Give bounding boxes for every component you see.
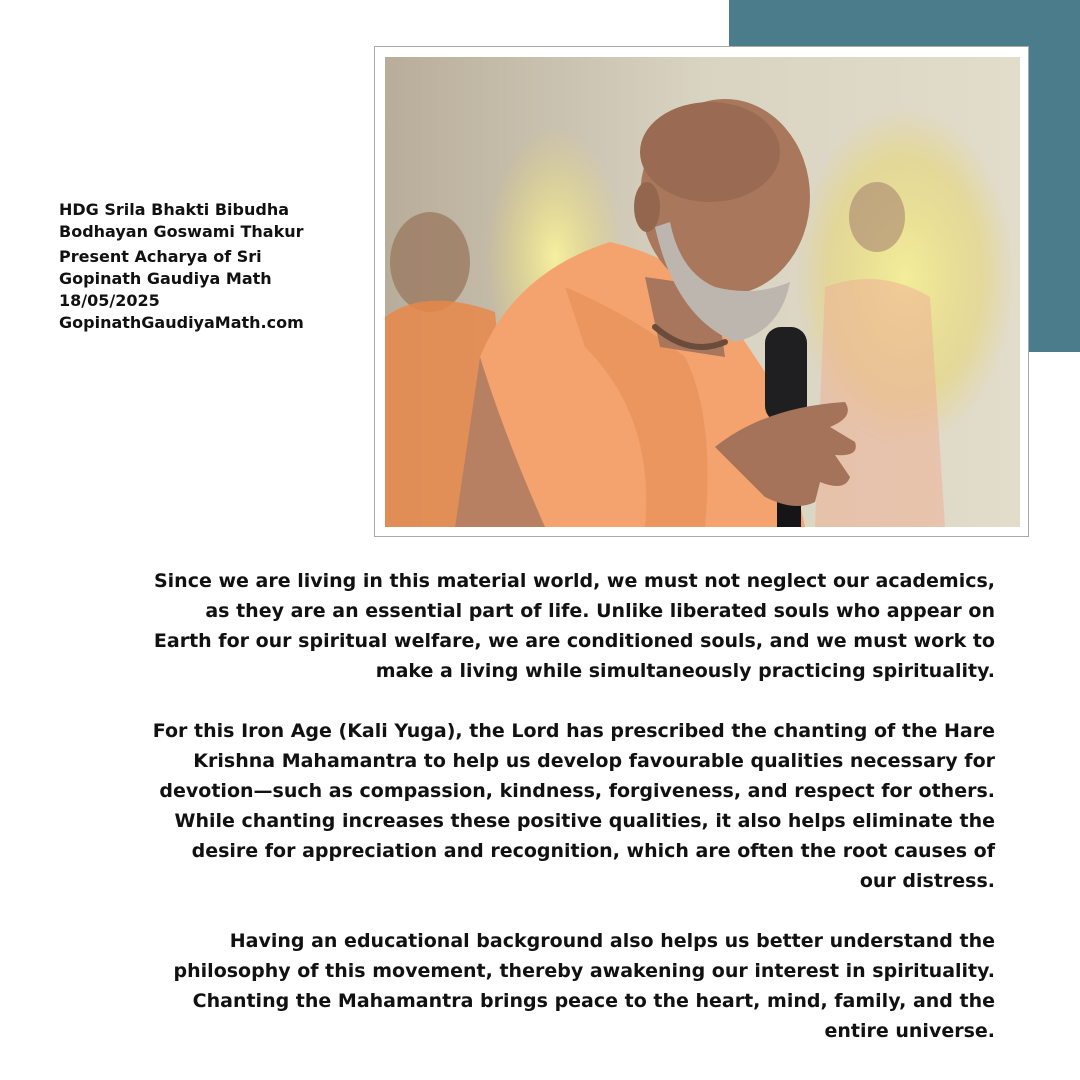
quote-text xyxy=(150,566,995,1046)
speaker-info xyxy=(59,199,349,334)
speaker-photo-illustration xyxy=(385,57,1020,527)
quote-paragraph-2: For this Iron Age (Kali Yuga), the Lord has prescribed the chanting of the Hare Krishna Mahamantra to help us develop favourable qualities necessary for devotion—such as compassion, kindness, forgiveness, and respect for others. While chanting increases these positive qualities, it also helps eliminate the desire for appreciation and recognition, which are often the root causes of our distress. xyxy=(152,720,995,892)
quote-paragraph-3: Having an educational background also helps us better understand the philosophy of this movement, thereby awakening our interest in spirituality. Chanting the Mahamantra brings peace to the heart, mind, family, and the entire universe. xyxy=(173,930,995,1042)
website-text: GopinathGaudiyaMath.com xyxy=(59,313,304,332)
speaker-photo xyxy=(385,57,1020,527)
speaker-role-line-1: Present Acharya of Sri xyxy=(59,247,262,266)
quote-paragraph-1: Since we are living in this material world, we must not neglect our academics, as they are an essential part of life. Unlike liberated souls who appear on Earth for our spiritual welfare, we are conditioned souls, and we must work to make a living while simultaneously practicing spirituality. xyxy=(153,570,995,682)
post-date: 18/05/2025 xyxy=(59,291,160,310)
speaker-role-line-2: Gopinath Gaudiya Math xyxy=(59,269,272,288)
speaker-name-line-2: Bodhayan Goswami Thakur xyxy=(59,222,304,241)
speaker-name-line-1: HDG Srila Bhakti Bibudha xyxy=(59,200,290,219)
